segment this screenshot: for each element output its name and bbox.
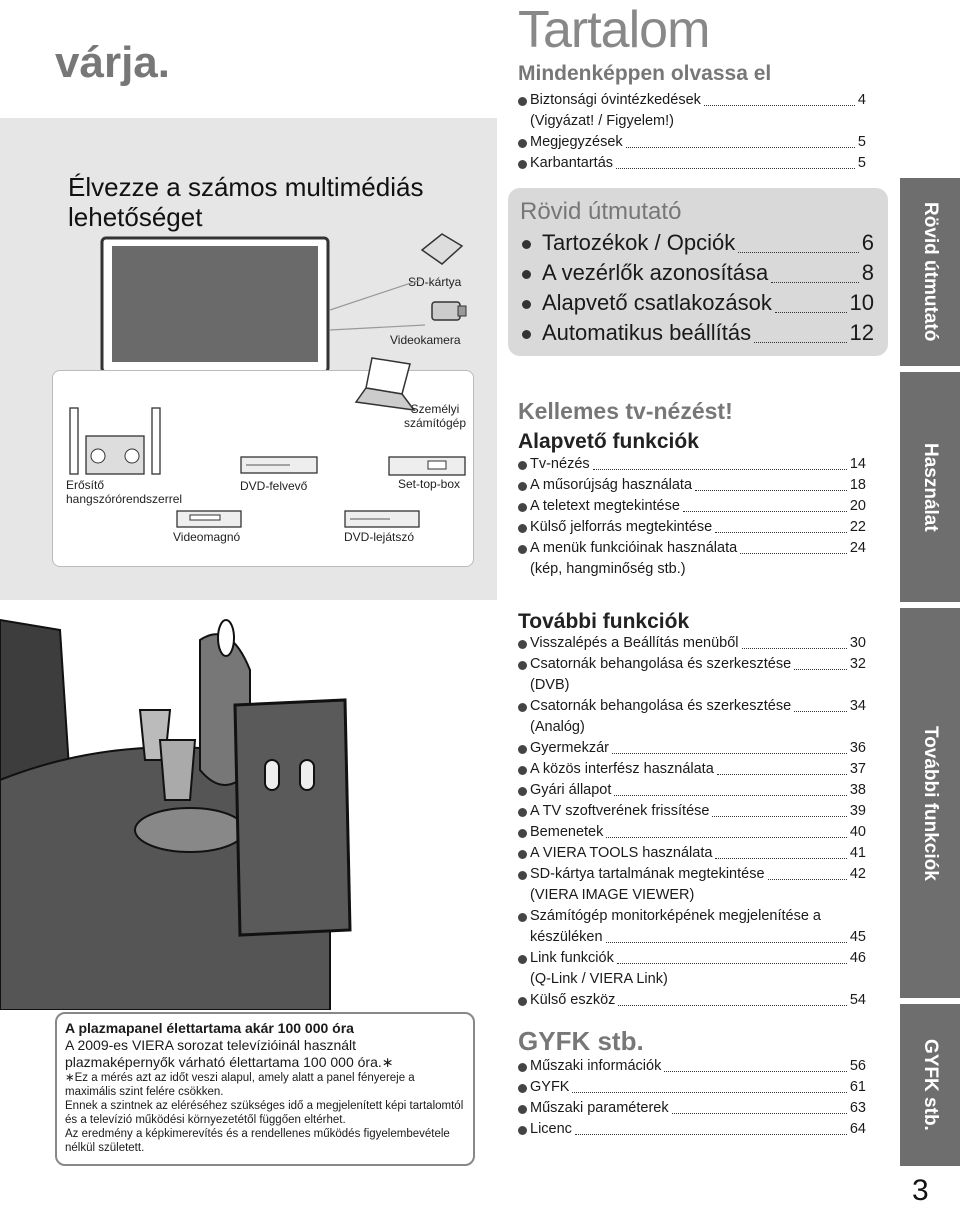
leader-dots: [572, 1092, 846, 1093]
toc-entry-continuation: (Vigyázat! / Figyelem!): [530, 113, 674, 129]
toc-entry-label: Karbantartás: [530, 155, 614, 171]
tab-advanced[interactable]: [900, 608, 960, 998]
toc-entry-continuation: (Analóg): [530, 719, 585, 735]
page-heading-fragment: várja.: [55, 38, 170, 87]
bullet-icon: [518, 461, 527, 470]
toc-entry-page: 32: [849, 656, 866, 672]
dvd-recorder-label: DVD-felvevő: [240, 479, 308, 493]
page-number: 3: [912, 1174, 929, 1207]
toc-entry-continuation: (VIERA IMAGE VIEWER): [530, 887, 695, 903]
toc-entry[interactable]: [518, 780, 866, 801]
toc-entry[interactable]: [522, 228, 874, 258]
toc-entry-page: 12: [849, 320, 874, 345]
toc-entry-page: 6: [861, 230, 874, 255]
toc-entry-page: 61: [849, 1079, 866, 1095]
toc-entry-label: Automatikus beállítás: [542, 320, 752, 345]
must-read-heading: Mindenképpen olvassa el: [518, 62, 772, 85]
leader-dots: [740, 553, 847, 554]
bullet-icon: [518, 545, 527, 554]
lifestyle-illustration: [0, 600, 500, 1010]
leader-dots: [738, 252, 859, 253]
toc-title: Tartalom: [518, 1, 710, 59]
toc-entry-page: 41: [849, 845, 866, 861]
toc-entry[interactable]: [518, 1098, 866, 1119]
toc-entry[interactable]: [518, 496, 866, 517]
settopbox-icon: [388, 456, 466, 476]
toc-entry[interactable]: [518, 1056, 866, 1077]
bullet-icon: [518, 850, 527, 859]
leader-dots: [618, 1005, 846, 1006]
bullet-icon: [518, 766, 527, 775]
toc-entry[interactable]: [518, 906, 866, 948]
toc-entry-continuation: (kép, hangminőség stb.): [530, 561, 686, 577]
sd-card-icon: [418, 232, 466, 268]
toc-entry-label: Gyári állapot: [530, 782, 612, 798]
bullet-icon: [518, 871, 527, 880]
leader-dots: [617, 963, 847, 964]
bullet-icon: [518, 997, 527, 1006]
bullet-icon: [518, 1084, 527, 1093]
tab-faq-label: GYFK stb.: [920, 1039, 941, 1131]
toc-entry-page: 56: [849, 1058, 866, 1074]
leader-dots: [715, 532, 847, 533]
toc-entry-page: 54: [849, 992, 866, 1008]
settopbox-label: Set-top-box: [398, 477, 461, 491]
advanced-heading: További funkciók: [518, 610, 690, 633]
leader-dots: [717, 774, 847, 775]
toc-entry-continuation: (Q-Link / VIERA Link): [530, 971, 668, 987]
bullet-icon: [518, 829, 527, 838]
leader-dots: [575, 1134, 847, 1135]
toc-entry-page: 4: [857, 92, 866, 108]
plasma-life-note: ∗Ez a mérés azt az időt veszi alapul, amely alatt a panel fényereje a maximális szint felére csökken.: [65, 1072, 415, 1098]
toc-entry[interactable]: [518, 132, 866, 153]
toc-entry-page: 18: [849, 477, 866, 493]
leader-dots: [794, 669, 847, 670]
toc-entry-page: 5: [857, 155, 866, 171]
plasma-life-title: A plazmapanel élettartama akár 100 000 óra: [65, 1020, 354, 1036]
toc-entry[interactable]: [518, 633, 866, 654]
bullet-icon: [522, 300, 531, 309]
toc-entry-label: A teletext megtekintése: [530, 498, 680, 514]
toc-entry-page: 37: [849, 761, 866, 777]
dvd-player-label: DVD-lejátszó: [344, 530, 415, 544]
enjoy-heading: Kellemes tv-nézést!: [518, 398, 733, 424]
sd-card-label: SD-kártya: [408, 275, 462, 289]
toc-entry[interactable]: [518, 153, 866, 174]
leader-dots: [695, 490, 847, 491]
tab-use-label: Használat: [920, 442, 941, 532]
toc-entry-continuation: (DVB): [530, 677, 570, 693]
toc-entry-label: A műsorújság használata: [530, 477, 693, 493]
toc-entry-label: készüléken: [530, 929, 603, 945]
toc-entry[interactable]: [518, 454, 866, 475]
toc-entry-page: 10: [849, 290, 874, 315]
toc-entry-label: Csatornák behangolása és szerkesztése: [530, 698, 792, 714]
toc-entry[interactable]: [518, 843, 866, 864]
bullet-icon: [518, 808, 527, 817]
toc-entry-label: Külső eszköz: [530, 992, 616, 1008]
plasma-life-note: Az eredmény a képkimerevítés és a rendellenes működés figyelembevétele nélkül született.: [65, 1128, 450, 1154]
toc-entry-label: Megjegyzések: [530, 134, 623, 150]
leader-dots: [742, 648, 847, 649]
toc-entry[interactable]: [518, 759, 866, 780]
leader-dots: [614, 795, 846, 796]
bullet-icon: [518, 745, 527, 754]
leader-dots: [712, 816, 846, 817]
leader-dots: [626, 147, 855, 148]
bullet-icon: [518, 661, 527, 670]
toc-entry-label: Bemenetek: [530, 824, 604, 840]
toc-entry-label: Csatornák behangolása és szerkesztése: [530, 656, 792, 672]
toc-entry-label: Tartozékok / Opciók: [542, 230, 736, 255]
leader-dots: [612, 753, 847, 754]
leader-dots: [616, 168, 855, 169]
dvd-recorder-icon: [240, 456, 318, 474]
toc-entry[interactable]: [518, 864, 866, 906]
toc-entry[interactable]: [518, 475, 866, 496]
toc-entry-label: A VIERA TOOLS használata: [530, 845, 713, 861]
toc-entry[interactable]: [522, 288, 874, 318]
toc-entry[interactable]: [522, 318, 874, 348]
bullet-icon: [518, 703, 527, 712]
toc-entry-page: 63: [849, 1100, 866, 1116]
leader-dots: [794, 711, 847, 712]
toc-entry-page: 40: [849, 824, 866, 840]
plasma-life-box: [55, 1012, 475, 1166]
leader-dots: [715, 858, 846, 859]
toc-entry-label: Tv-nézés: [530, 456, 590, 472]
bullet-icon: [518, 640, 527, 649]
leader-dots: [704, 105, 855, 106]
bullet-icon: [518, 1126, 527, 1135]
toc-entry[interactable]: [518, 517, 866, 538]
toc-entry-label: Műszaki információk: [530, 1058, 662, 1074]
toc-entry-label: Műszaki paraméterek: [530, 1100, 669, 1116]
toc-entry-page: 36: [849, 740, 866, 756]
bullet-icon: [522, 330, 531, 339]
leader-dots: [664, 1071, 847, 1072]
bullet-icon: [518, 955, 527, 964]
dvd-player-icon: [344, 510, 420, 528]
toc-entry-page: 45: [849, 929, 866, 945]
leader-dots: [768, 879, 847, 880]
tab-advanced-label: További funkciók: [920, 725, 941, 881]
bullet-icon: [518, 482, 527, 491]
tab-quick-guide-label: Rövid útmutató: [920, 202, 941, 342]
leader-dots: [754, 342, 846, 343]
toc-entry-label: Biztonsági óvintézkedések: [530, 92, 701, 108]
amplifier-icon: [66, 406, 166, 478]
toc-entry[interactable]: [518, 696, 866, 738]
toc-entry-label: SD-kártya tartalmának megtekintése: [530, 866, 765, 882]
vcr-label: Videomagnó: [173, 530, 241, 544]
bullet-icon: [518, 139, 527, 148]
plasma-life-note: Ennek a szintnek az eléréséhez szükséges idő a megjelenített képi tartalomtól és a televízió működési környezetétől függően eltérhet.: [65, 1100, 464, 1126]
toc-entry[interactable]: [518, 738, 866, 759]
bullet-icon: [518, 1063, 527, 1072]
advanced-functions-list: [518, 633, 866, 1011]
toc-entry-label: A vezérlők azonosítása: [542, 260, 769, 285]
toc-entry-page: 14: [849, 456, 866, 472]
leader-dots: [775, 312, 847, 313]
toc-entry-page: 42: [849, 866, 866, 882]
toc-entry-page: 8: [861, 260, 874, 285]
pc-label: Személyi számítógép: [403, 402, 467, 430]
toc-entry-label: Külső jelforrás megtekintése: [530, 519, 713, 535]
plasma-life-body: A 2009-es VIERA sorozat televízióinál használt plazmaképernyők várható élettartama 100 000 óra.∗: [65, 1037, 394, 1070]
toc-entry-label: A TV szoftverének frissítése: [530, 803, 710, 819]
bullet-icon: [518, 97, 527, 106]
toc-entry-page: 24: [849, 540, 866, 556]
camcorder-label: Videokamera: [390, 333, 461, 347]
leader-dots: [606, 942, 847, 943]
toc-entry[interactable]: [518, 822, 866, 843]
toc-entry[interactable]: [522, 258, 874, 288]
toc-entry-label: A közös interfész használata: [530, 761, 714, 777]
toc-entry-page: 46: [849, 950, 866, 966]
toc-entry-label: Licenc: [530, 1121, 572, 1137]
quick-guide-heading: Rövid útmutató: [520, 198, 682, 225]
tab-quick-guide[interactable]: [900, 178, 960, 366]
bullet-icon: [522, 240, 531, 249]
toc-entry[interactable]: [518, 1077, 866, 1098]
leader-dots: [672, 1113, 847, 1114]
toc-entry[interactable]: [518, 654, 866, 696]
toc-entry-label: Link funkciók: [530, 950, 614, 966]
toc-entry-label: Visszalépés a Beállítás menüből: [530, 635, 739, 651]
quick-guide-panel: [508, 188, 888, 356]
leader-dots: [771, 282, 859, 283]
toc-entry[interactable]: [518, 801, 866, 822]
toc-entry-page: 38: [849, 782, 866, 798]
basic-functions-heading: Alapvető funkciók: [518, 430, 699, 453]
toc-entry-page: 64: [849, 1121, 866, 1137]
basic-functions-list: [518, 454, 866, 580]
leader-dots: [606, 837, 847, 838]
vcr-icon: [176, 510, 242, 528]
bullet-icon: [518, 787, 527, 796]
toc-entry[interactable]: [518, 538, 866, 580]
toc-entry-page: 5: [857, 134, 866, 150]
tab-use[interactable]: [900, 372, 960, 602]
toc-entry-page: 20: [849, 498, 866, 514]
bullet-icon: [518, 913, 527, 922]
leader-dots: [593, 469, 847, 470]
toc-entry-page: 39: [849, 803, 866, 819]
toc-entry[interactable]: [518, 90, 866, 132]
toc-entry-page: 22: [849, 519, 866, 535]
faq-heading: GYFK stb.: [518, 1026, 644, 1056]
toc-entry-label: Gyermekzár: [530, 740, 609, 756]
toc-entry-label: Alapvető csatlakozások: [542, 290, 772, 315]
toc-entry-label: Számítógép monitorképének megjelenítése a: [530, 908, 821, 924]
toc-entry[interactable]: [518, 948, 866, 990]
bullet-icon: [518, 1105, 527, 1114]
toc-entry-label: GYFK: [530, 1079, 570, 1095]
quick-guide-list: [522, 228, 874, 348]
faq-list: [518, 1056, 866, 1140]
tab-faq[interactable]: [900, 1004, 960, 1166]
must-read-list: [518, 90, 866, 174]
bullet-icon: [518, 503, 527, 512]
amplifier-label: Erősítő hangszórórendszerrel: [66, 478, 183, 506]
toc-entry[interactable]: [518, 990, 866, 1011]
toc-entry-label: A menük funkcióinak használata: [530, 540, 738, 556]
bullet-icon: [522, 270, 531, 279]
toc-entry-page: 30: [849, 635, 866, 651]
toc-entry-page: 34: [849, 698, 866, 714]
toc-entry[interactable]: [518, 1119, 866, 1140]
bullet-icon: [518, 524, 527, 533]
bullet-icon: [518, 160, 527, 169]
leader-dots: [683, 511, 847, 512]
multimedia-title: Élvezze a számos multimédiás lehetőséget: [68, 172, 424, 232]
